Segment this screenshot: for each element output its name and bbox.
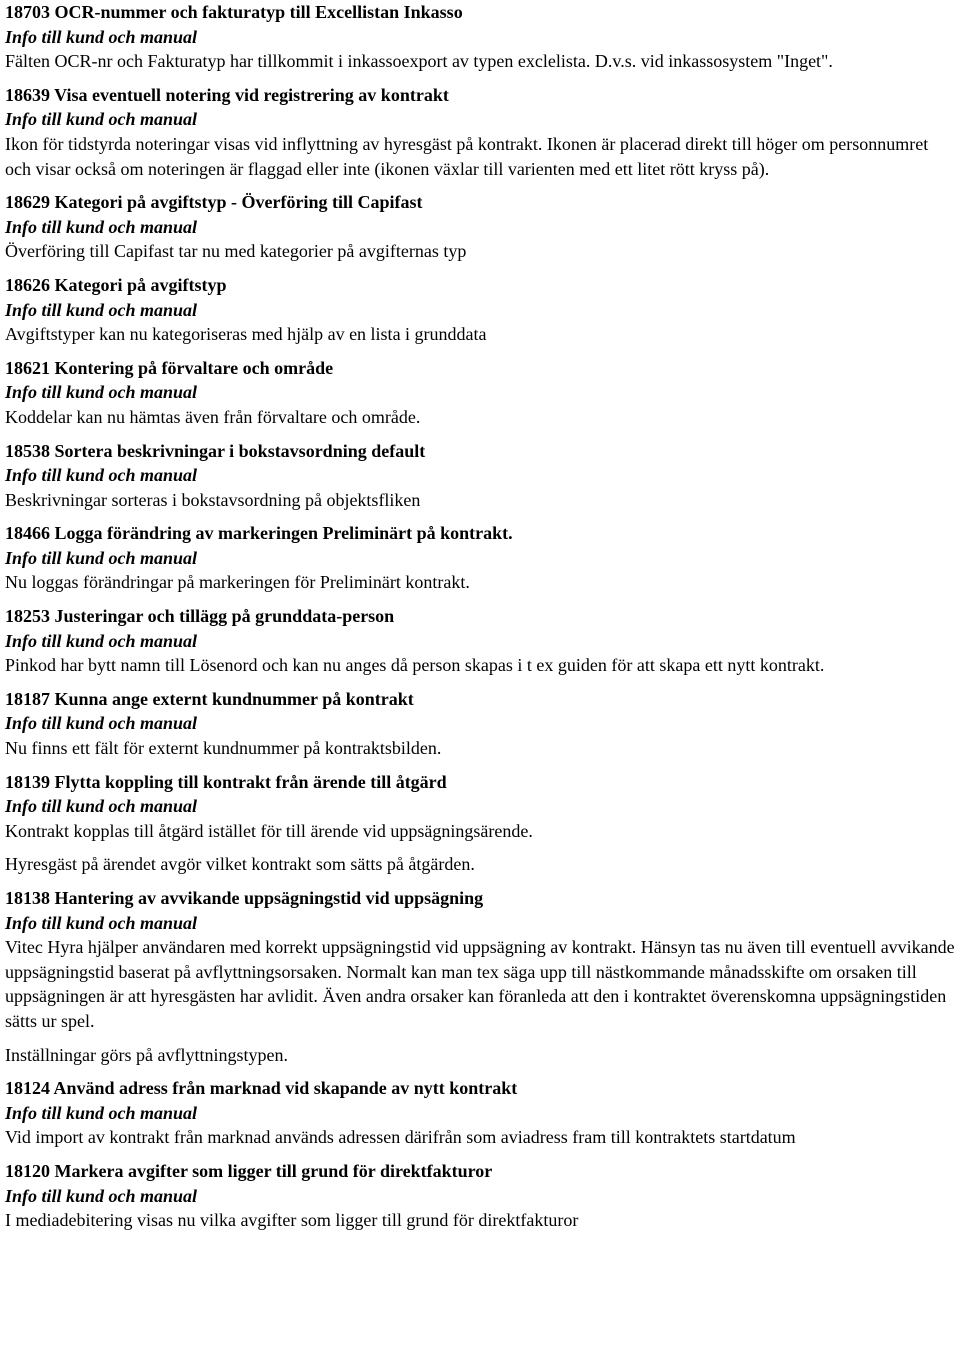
entry-info-label: Info till kund och manual: [5, 26, 198, 47]
entry-title: 18639 Visa eventuell notering vid registrering av kontrakt: [5, 84, 449, 105]
entry-info-label: Info till kund och manual: [5, 912, 198, 933]
entry-info-label: Info till kund och manual: [5, 382, 198, 403]
entry-description: Avgiftstyper kan nu kategoriseras med hjälp av en lista i grunddata: [5, 324, 487, 345]
entry-description: Pinkod har bytt namn till Lösenord och kan nu anges då person skapas i t ex guiden för att skapa ett nytt kontrakt.: [5, 655, 825, 676]
entry-info-label: Info till kund och manual: [5, 216, 198, 237]
entry-info-label: Info till kund och manual: [5, 1102, 198, 1123]
entry-description: Fälten OCR-nr och Fakturatyp har tillkommit i inkassoexport av typen exclelista. D.v.s. vid inkassosystem "Inget".: [5, 51, 833, 72]
release-note-entry: [5, 886, 957, 1067]
release-note-entry: [5, 273, 957, 347]
release-note-entry: [5, 1076, 957, 1150]
entry-title: 18138 Hantering av avvikande uppsägningstid vid uppsägning: [5, 888, 484, 908]
entry-title: 18139 Flytta koppling till kontrakt från ärende till åtgärd: [5, 771, 447, 792]
release-note-entry: [5, 0, 957, 74]
entry-info-label: Info till kund och manual: [5, 109, 198, 130]
release-note-entry: [5, 1159, 957, 1233]
entry-title: 18538 Sortera beskrivningar i bokstavsordning default: [5, 440, 426, 461]
entry-title: 18120 Markera avgifter som ligger till grund för direktfakturor: [5, 1160, 493, 1181]
entry-description: Hyresgäst på ärendet avgör vilket kontrakt som sätts på åtgärden.: [5, 854, 475, 875]
entry-info-label: Info till kund och manual: [5, 465, 198, 486]
entry-description: Vid import av kontrakt från marknad används adressen därifrån som aviadress fram till kontraktets startdatum: [5, 1127, 796, 1148]
release-note-entry: [5, 356, 957, 430]
entry-description: Överföring till Capifast tar nu med kategorier på avgifternas typ: [5, 241, 467, 262]
entry-description: Inställningar görs på avflyttningstypen.: [5, 1044, 288, 1065]
entry-title: 18703 OCR-nummer och fakturatyp till Excellistan Inkasso: [5, 2, 463, 22]
entry-info-label: Info till kund och manual: [5, 299, 198, 320]
release-note-entry: [5, 439, 957, 513]
entry-title: 18629 Kategori på avgiftstyp - Överföring till Capifast: [5, 192, 423, 213]
entry-description: Koddelar kan nu hämtas även från förvaltare och område.: [5, 406, 421, 427]
entry-description: I mediadebitering visas nu vilka avgifter som ligger till grund för direktfakturor: [5, 1210, 579, 1231]
entry-title: 18124 Använd adress från marknad vid skapande av nytt kontrakt: [5, 1078, 518, 1099]
entry-description: Beskrivningar sorteras i bokstavsordning på objektsfliken: [5, 489, 421, 510]
entry-description: Ikon för tidstyrda noteringar visas vid inflyttning av hyresgäst på kontrakt. Ikonen är placerad direkt till höger om personnumret och visar också om noteringen är flaggad eller inte (ikonen växlar till varienten med ett litet rött kryss på).: [5, 133, 929, 179]
entry-info-label: Info till kund och manual: [5, 713, 198, 734]
release-note-entry: [5, 83, 957, 181]
release-note-entry: [5, 190, 957, 264]
entry-info-label: Info till kund och manual: [5, 1185, 198, 1206]
entry-title: 18253 Justeringar och tillägg på grunddata-person: [5, 606, 395, 627]
entry-description: Nu finns ett fält för externt kundnummer på kontraktsbilden.: [5, 738, 442, 759]
entry-info-label: Info till kund och manual: [5, 630, 198, 651]
entry-description: Nu loggas förändringar på markeringen för Preliminärt kontrakt.: [5, 572, 470, 593]
release-notes-document: [5, 0, 957, 1233]
release-note-entry: [5, 521, 957, 595]
entry-description: Vitec Hyra hjälper användaren med korrekt uppsägningstid vid uppsägning av kontrakt. Hänsyn tas nu även till eventuell avvikande uppsägningstid baserat på avflyttningsorsaken. Normalt kan man tex säga upp till nästkommande månadsskifte om orsaken till uppsägningen är att hyresgästen har avlidit. Även andra orsaker kan föranleda att den i kontraktet överenskomna uppsägningstiden sätts ur spel.: [5, 937, 955, 1031]
release-note-entry: [5, 604, 957, 678]
entry-info-label: Info till kund och manual: [5, 796, 198, 817]
release-note-entry: [5, 687, 957, 761]
entry-title: 18466 Logga förändring av markeringen Preliminärt på kontrakt.: [5, 523, 513, 544]
entry-description: Kontrakt kopplas till åtgärd istället för till ärende vid uppsägningsärende.: [5, 820, 533, 841]
entry-title: 18621 Kontering på förvaltare och område: [5, 357, 334, 378]
entry-title: 18187 Kunna ange externt kundnummer på kontrakt: [5, 688, 414, 709]
entry-title: 18626 Kategori på avgiftstyp: [5, 274, 227, 295]
release-note-entry: [5, 770, 957, 877]
entry-info-label: Info till kund och manual: [5, 547, 198, 568]
